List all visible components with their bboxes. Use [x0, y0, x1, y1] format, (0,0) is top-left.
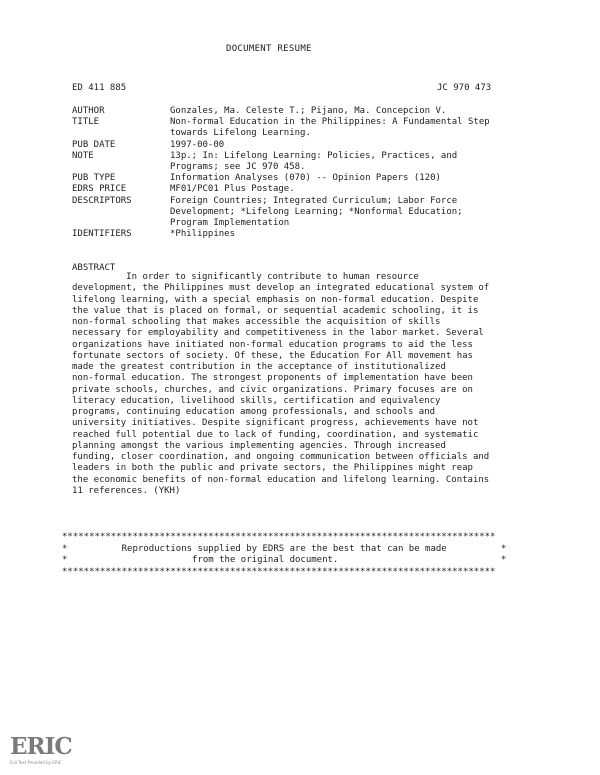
abstract-line: programs, continuing education among professionals, and schools and — [72, 407, 436, 417]
abstract-line: literacy education, livelihood skills, certification and equivalency — [72, 395, 441, 406]
field-value-line: MF01/PC01 Plus Postage. — [170, 184, 295, 195]
abstract-line: necessary for employability and competitiveness in the labor market. Several — [72, 328, 484, 339]
field-value — [170, 196, 542, 230]
field-value — [170, 173, 542, 184]
field-value — [170, 140, 542, 151]
field-value-line: Foreign Countries; Integrated Curriculum; Labor Force — [170, 195, 458, 206]
field-value-line: towards Lifelong Learning. — [170, 128, 311, 139]
abstract-line: development, the Philippines must develop an integrated educational system of — [72, 283, 490, 294]
field-note — [72, 151, 542, 173]
abstract-text — [72, 272, 552, 497]
field-value — [170, 106, 542, 117]
field-value — [170, 229, 542, 240]
eric-logo-letters: ERIC — [10, 733, 72, 760]
document-resume-title: DOCUMENT RESUME — [226, 44, 312, 54]
abstract-line: planning amongst the various implementing agencies. Through increased — [72, 440, 446, 451]
field-value-line: Information Analyses (070) -- Opinion Papers (120) — [170, 173, 441, 184]
field-value-line: 1997-00-00 — [170, 139, 225, 150]
asterisk-border-bottom: ******************************************************************************** — [62, 566, 496, 577]
field-label: NOTE — [72, 150, 94, 161]
field-label: AUTHOR — [72, 106, 105, 116]
abstract-line: the economic benefits of non-formal education and lifelong learning. Contains — [72, 474, 490, 485]
reproduction-line: * Reproductions supplied by EDRS are the best that can be made * — [62, 543, 507, 554]
abstract-line: lifelong learning, with a special emphasis on non-formal education. Despite — [72, 294, 479, 305]
abstract-line: In order to significantly contribute to human resource — [72, 272, 419, 282]
metadata-fields — [72, 106, 542, 240]
field-descriptors — [72, 196, 542, 230]
abstract-line: non-formal schooling that makes accessible the acquisition of skills — [72, 317, 441, 327]
abstract-line: university initiatives. Despite significant progress, achievements have not — [72, 418, 479, 429]
field-label: EDRS PRICE — [72, 184, 127, 195]
abstract-line: leaders in both the public and private sectors, the Philippines might reap — [72, 463, 473, 474]
eric-logo-tagline: Full Text Provided by ERIC — [10, 760, 62, 765]
field-label: PUB TYPE — [72, 173, 116, 184]
ed-number: ED 411 885 — [72, 83, 127, 93]
field-label: PUB DATE — [72, 139, 116, 150]
field-value-line: Programs; see JC 970 458. — [170, 162, 306, 173]
field-value — [170, 117, 542, 139]
jc-number: JC 970 473 — [437, 83, 492, 93]
abstract-line: private schools, churches, and civic organizations. Primary focuses are on — [72, 384, 473, 395]
field-label: DESCRIPTORS — [72, 195, 132, 206]
field-pub-type — [72, 173, 542, 184]
abstract-line: fortunate sectors of society. Of these, the Education For All movement has — [72, 350, 473, 361]
abstract-line: 11 references. (YKH) — [72, 485, 181, 496]
field-pub-date — [72, 140, 542, 151]
field-author — [72, 106, 542, 117]
abstract-label: ABSTRACT — [72, 263, 116, 273]
field-label: IDENTIFIERS — [72, 229, 132, 240]
field-value-line: Program Implementation — [170, 218, 290, 229]
field-value-line: *Philippines — [170, 229, 236, 240]
field-value — [170, 184, 542, 195]
field-title — [72, 117, 542, 139]
reproduction-line: * from the original document. * — [62, 555, 507, 565]
asterisk-border-top: ******************************************************************************** — [62, 532, 496, 542]
abstract-line: made the greatest contribution in the acceptance of institutionalized — [72, 362, 446, 372]
field-value-line: 13p.; In: Lifelong Learning: Policies, Practices, and — [170, 150, 458, 161]
eric-logo — [10, 733, 72, 769]
abstract-line: the value that is placed on formal, or sequential academic schooling, it is — [72, 305, 479, 316]
field-value-line: Gonzales, Ma. Celeste T.; Pijano, Ma. Concepcion V. — [170, 106, 447, 116]
field-identifiers — [72, 229, 542, 240]
field-label: TITLE — [72, 117, 100, 128]
abstract-line: organizations have initiated non-formal education programs to aid the less — [72, 339, 473, 350]
field-value-line: Non-formal Education in the Philippines: A Fundamental Step — [170, 117, 490, 128]
field-value — [170, 151, 542, 173]
reproduction-notice — [62, 532, 506, 578]
abstract-line: reached full potential due to lack of funding, coordination, and systematic — [72, 429, 479, 440]
abstract-line: non-formal education. The strongest proponents of implementation have been — [72, 373, 473, 384]
abstract-line: funding, closer coordination, and ongoing communication between officials and — [72, 452, 490, 462]
field-edrs-price — [72, 184, 542, 195]
field-value-line: Development; *Lifelong Learning; *Nonformal Education; — [170, 206, 463, 217]
